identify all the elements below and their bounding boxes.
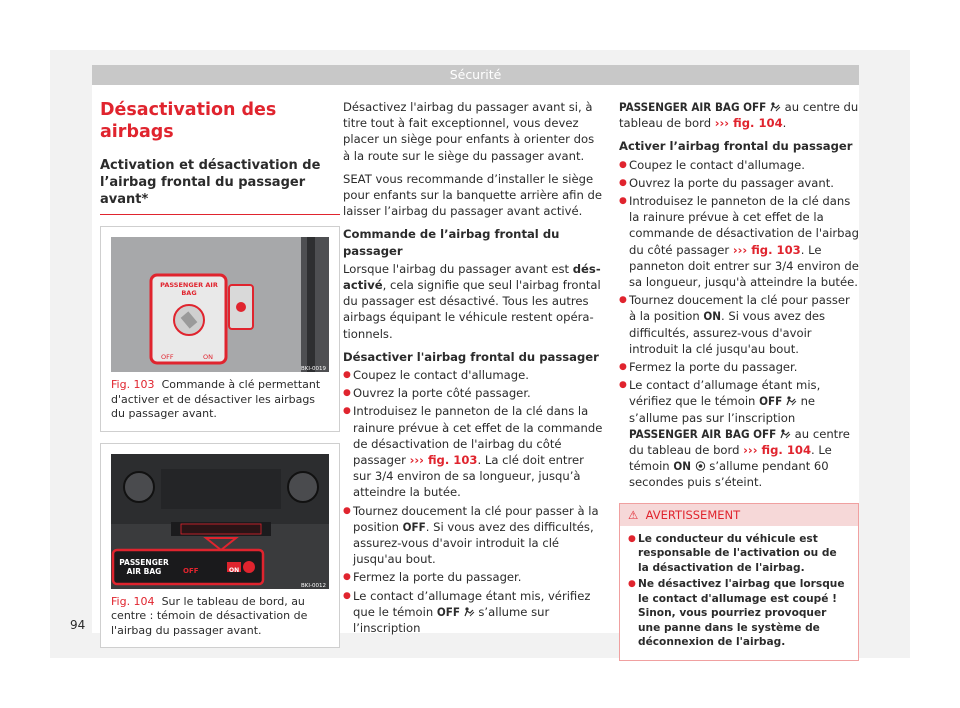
warning-box bbox=[619, 503, 859, 661]
figure-code: BKI-0012 bbox=[301, 582, 326, 589]
subheading-deactivate: Désactiver l'airbag frontal du passager bbox=[343, 349, 599, 364]
airbag-key-switch-illustration bbox=[111, 237, 329, 372]
paragraph: PASSENGER AIR BAG OFF au centre du tableau de bord ››› fig. 104. bbox=[619, 100, 859, 131]
figure-104-caption bbox=[101, 589, 339, 648]
airbag-off-icon bbox=[780, 429, 791, 439]
airbag-on-icon bbox=[695, 461, 706, 471]
warning-header: ⚠ AVERTISSEMENT bbox=[620, 504, 858, 526]
figure-link[interactable]: ››› fig. 104 bbox=[714, 116, 783, 131]
page-title: Désactivation des airbags bbox=[100, 100, 277, 142]
airbag-off-icon bbox=[770, 102, 781, 112]
list-item: ● Introduisez le panneton de la clé dans la rainure prévue à cet effet de la commande de désactivation de l'airbag du côté passager ››› fig. 103. Le panneton doit entrer sur 3/4 environ de sa longueur, jusqu'à atteindre la butée. bbox=[619, 193, 859, 290]
list-item: ● Le contact d’allumage étant mis, vérifiez que le témoin OFF s’allume sur l’inscription bbox=[343, 588, 603, 637]
figure-link[interactable]: ››› fig. 103 bbox=[409, 453, 478, 468]
list-item: ● Coupez le contact d'allumage. bbox=[619, 157, 859, 173]
figure-104-image bbox=[111, 454, 329, 589]
warning-item: ● Le conducteur du véhicule est responsable de l'activation ou de la désactivation de l'airbag. bbox=[628, 532, 850, 576]
figure-link[interactable]: ››› fig. 104 bbox=[743, 443, 812, 458]
figure-number: Fig. 104 bbox=[111, 594, 155, 608]
list-item: ● Ouvrez la porte côté passager. bbox=[343, 385, 603, 401]
manual-page bbox=[92, 65, 860, 649]
airbag-off-icon bbox=[464, 607, 475, 617]
figure-number: Fig. 103 bbox=[111, 378, 155, 391]
subheading-command: Commande de l’airbag frontal du passager bbox=[343, 227, 560, 258]
paragraph: Lorsque l'airbag du passager avant est désactivé, cela signifie que seul l'airbag frontal du passager est désactivé. Tous les autres airbags équipant le véhicule restent opérationnels. bbox=[343, 261, 601, 341]
list-item: ● Tournez doucement la clé pour passer à la position OFF. Si vous avez des difficultés, assurez-vous d'avoir introduit la clé jusqu'au bout. bbox=[343, 503, 603, 568]
section-subtitle: Activation et désactivation de l’airbag frontal du passager avant* bbox=[100, 157, 340, 215]
list-item: ● Ouvrez la porte du passager avant. bbox=[619, 175, 859, 191]
figure-103 bbox=[100, 226, 340, 432]
column-left bbox=[100, 99, 340, 648]
warning-icon: ⚠ bbox=[628, 507, 639, 522]
section-header: Sécurité bbox=[92, 65, 859, 85]
switch-label: PASSENGER AIR BAG bbox=[160, 281, 218, 297]
list-item: ● Le contact d’allumage étant mis, vérifiez que le témoin OFF ne s’allume pas sur l’inscription PASSENGER AIR BAG OFF au centre du tableau de bord ››› fig. 104. Le témoin ON s’allume pendant 60 secondes puis s’éteint. bbox=[619, 377, 859, 490]
figure-code: BKI-0019 bbox=[301, 366, 326, 372]
switch-off-label: OFF bbox=[161, 353, 174, 361]
list-item: ● Tournez doucement la clé pour passer à la position ON. Si vous avez des difficultés, assurez-vous d'avoir introduit la clé jusqu'au bout. bbox=[619, 292, 859, 357]
page-number: 94 bbox=[70, 618, 86, 632]
figure-103-caption bbox=[101, 372, 339, 431]
caption-text: Sur le tableau de bord, au centre : témoin de désactivation de l'airbag du passager avant. bbox=[111, 594, 308, 637]
warning-item: ● Ne désactivez l'airbag que lorsque le contact d'allumage est coupé ! Sinon, vous pourriez provoquer une panne dans le système de déconnexion de l'airbag. bbox=[628, 577, 850, 650]
column-right bbox=[619, 99, 859, 661]
caption-text: Commande à clé permettant d'activer et de désactiver les airbags du passager avant. bbox=[111, 378, 321, 420]
figure-103-image bbox=[111, 237, 329, 372]
paragraph: Désactivez l'airbag du passager avant si, à titre tout à fait exceptionnel, vous devez placer un siège pour enfants à orienter dos à la route sur le siège du passager avant. bbox=[343, 100, 595, 163]
list-item: ● Fermez la porte du passager. bbox=[343, 569, 603, 585]
list-item: ● Fermez la porte du passager. bbox=[619, 359, 859, 375]
warning-body bbox=[620, 526, 858, 660]
airbag-off-icon bbox=[786, 396, 797, 406]
subheading-activate: Activer l’airbag frontal du passager bbox=[619, 139, 853, 154]
list-item: ● Introduisez le panneton de la clé dans la rainure prévue à cet effet de la commande de désactivation de l'airbag du côté passager ››› fig. 103. La clé doit entrer sur 3/4 environ de sa longueur, jusqu’à atteindre la butée. bbox=[343, 403, 603, 500]
list-item: ● Coupez le contact d'allumage. bbox=[343, 367, 603, 383]
paragraph: SEAT vous recommande d’installer le siège pour enfants sur la banquette arrière afin de laisser l’airbag du passager avant activé. bbox=[343, 171, 603, 219]
figure-link[interactable]: ››› fig. 103 bbox=[732, 242, 801, 257]
switch-on-label: ON bbox=[203, 353, 213, 361]
column-middle bbox=[343, 99, 603, 638]
indicator-label: PASSENGER AIR BAG bbox=[119, 557, 169, 576]
indicator-off: OFF bbox=[183, 566, 199, 575]
figure-104 bbox=[100, 443, 340, 649]
indicator-on: ON bbox=[229, 566, 240, 574]
